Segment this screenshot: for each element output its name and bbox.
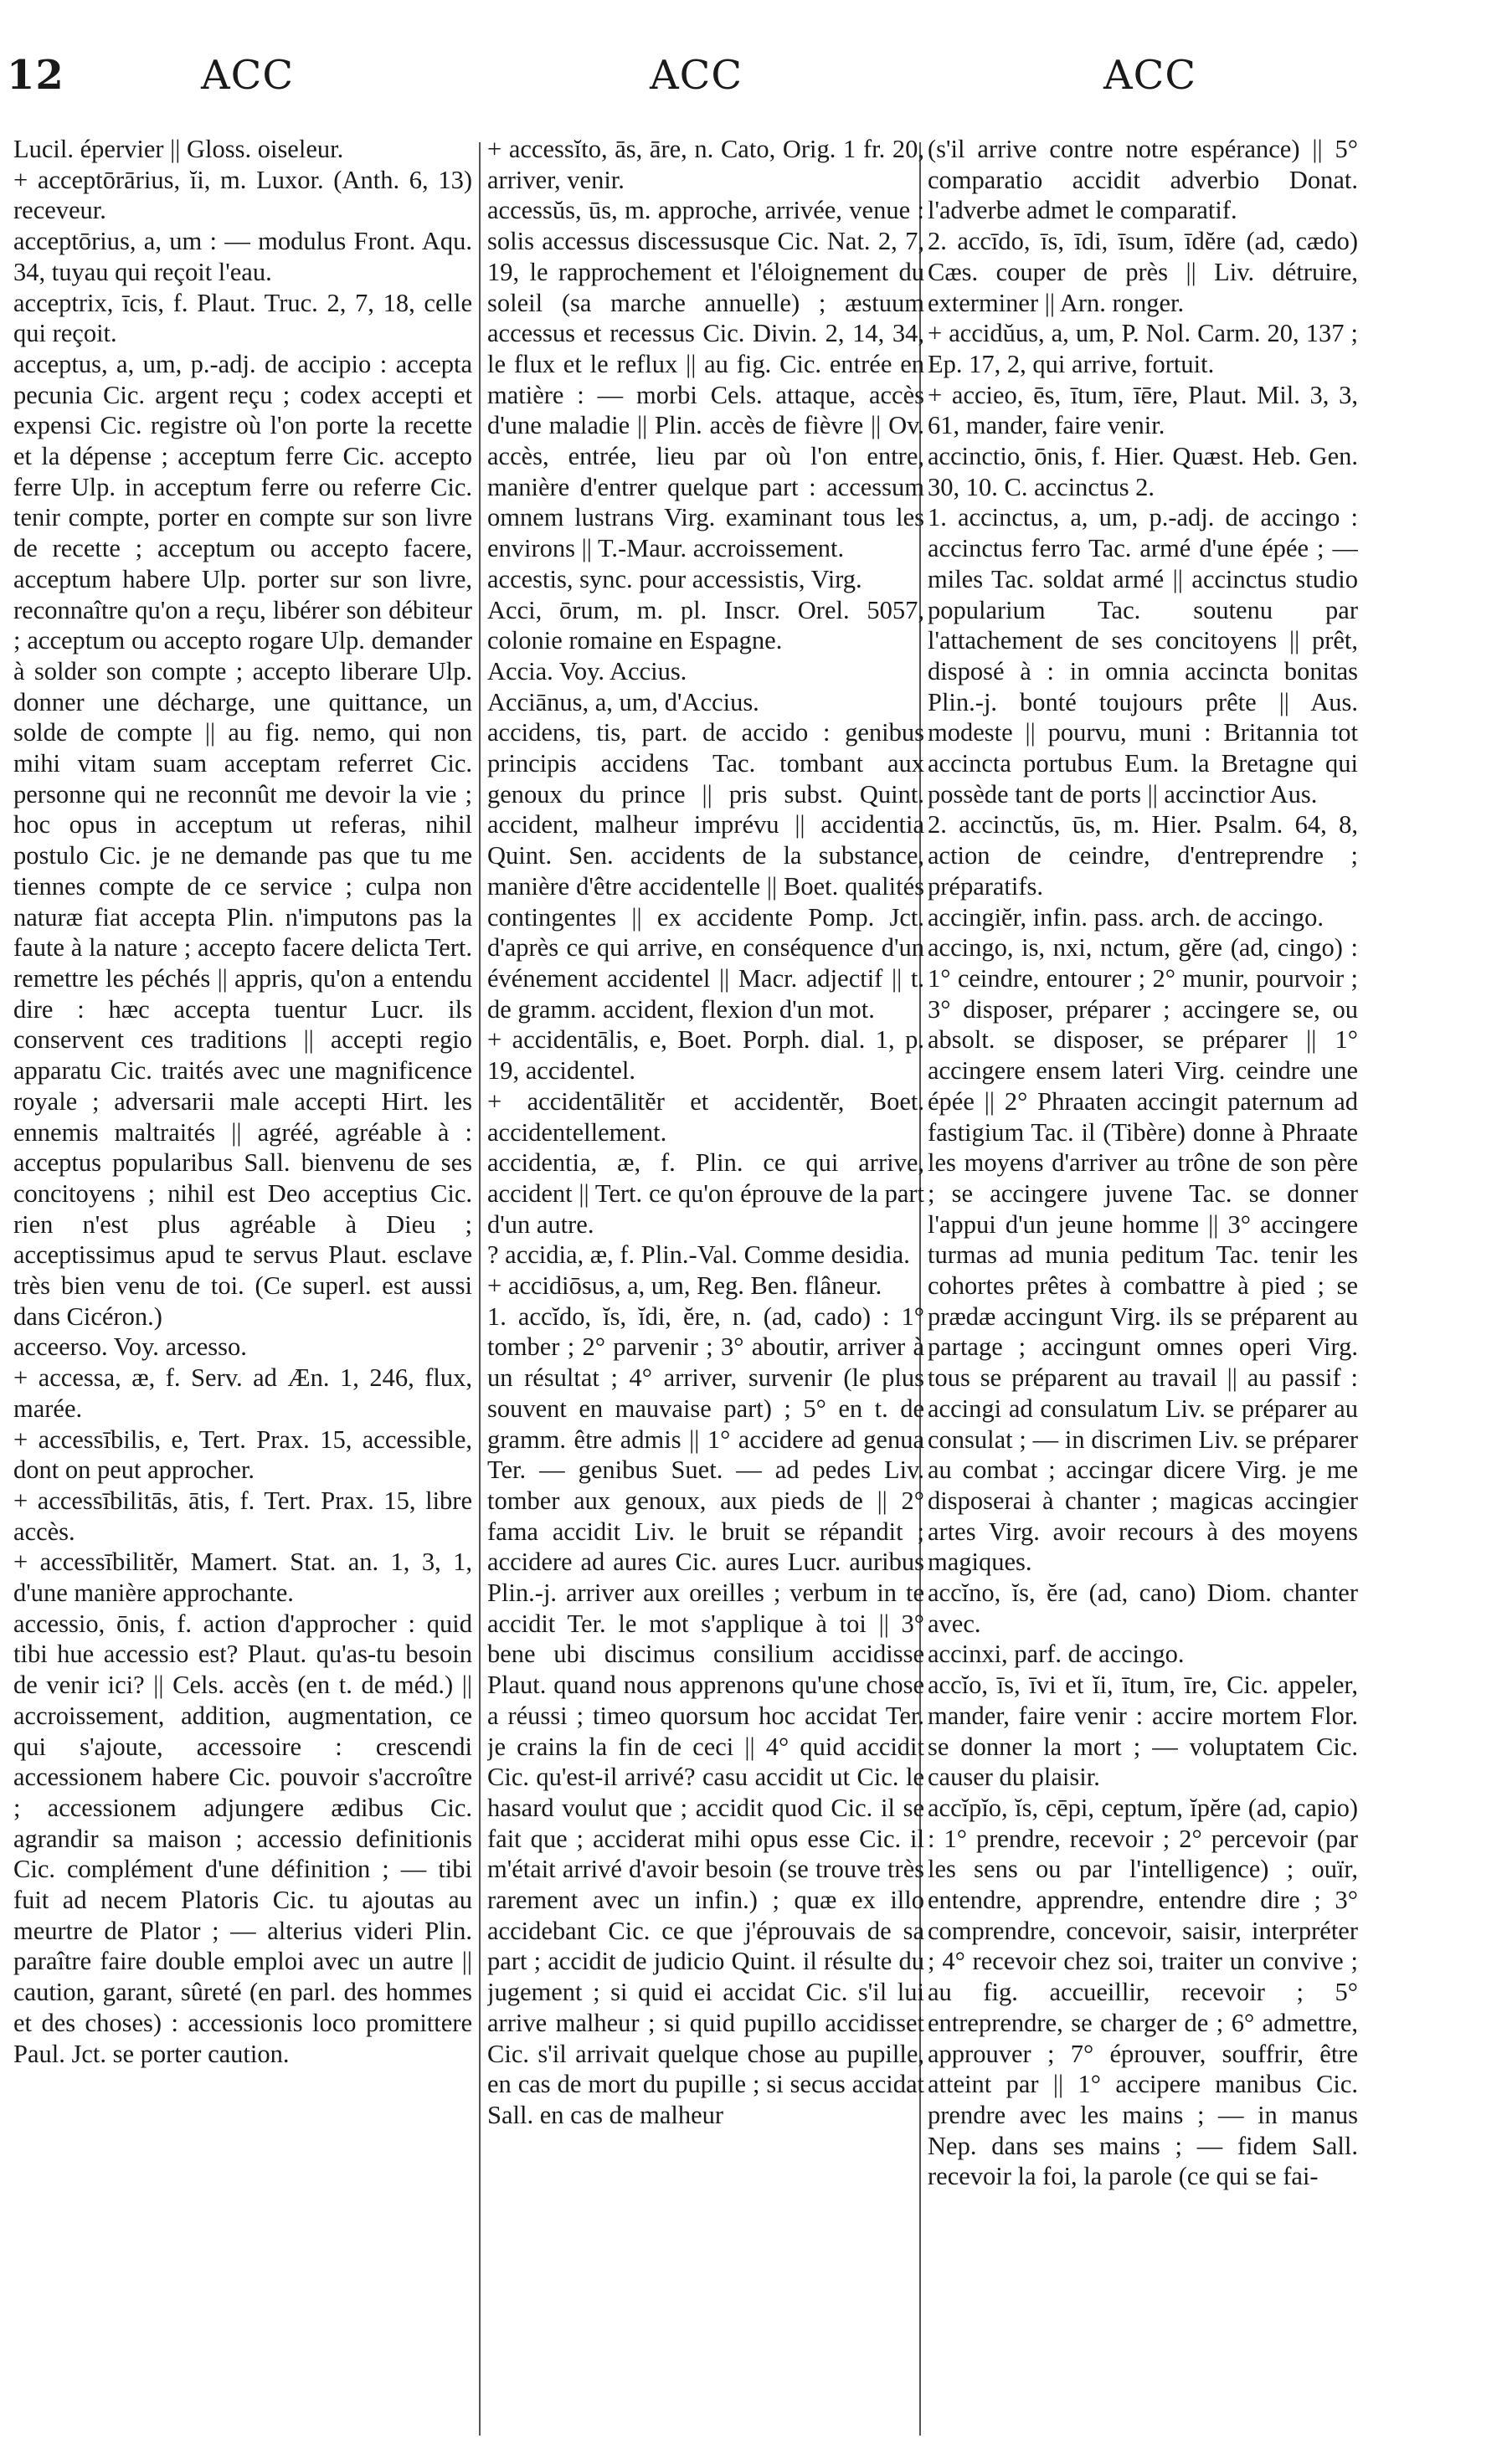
running-head-left: ACC bbox=[201, 52, 295, 99]
dictionary-entry: accidentia, æ, f. Plin. ce qui arrive, accident || Tert. ce qu'on éprouve de la part d'un autre. bbox=[487, 1148, 924, 1239]
dictionary-entry: accĭpĭo, ĭs, cēpi, ceptum, ĭpĕre (ad, capio) : 1° prendre, recevoir ; 2° percevoir (par les sens ou par l'intelligence) ; ouïr, entendre, apprendre, entendre dire ; 3° comprendre, concevoir, saisir, interpréter ; 4° recevoir chez soi, traiter un convive ; au fig. accueillir, recevoir ; 5° entreprendre, se charger de ; 6° admettre, approuver ; 7° éprouver, souffrir, être atteint par || 1° accipere manibus Cic. prendre avec les mains ; — in manus Nep. dans ses mains ; — fidem Sall. recevoir la foi, la parole (ce qui se fai- bbox=[928, 1793, 1358, 2191]
dictionary-entry: Acci, ōrum, m. pl. Inscr. Orel. 5057, colonie romaine en Espagne. bbox=[487, 595, 924, 655]
page-number: 12 bbox=[7, 52, 64, 99]
dictionary-entry: accĭo, īs, īvi et ĭi, ītum, īre, Cic. appeler, mander, faire venir : accire mortem Flor. se donner la mort ; — voluptatem Cic. causer du plaisir. bbox=[928, 1671, 1358, 1792]
dictionary-entry: + accessĭto, ās, āre, n. Cato, Orig. 1 fr. 20, arriver, venir. bbox=[487, 135, 924, 194]
dictionary-entry: acceptrix, īcis, f. Plaut. Truc. 2, 7, 18, celle qui reçoit. bbox=[13, 288, 472, 348]
dictionary-entry: + acceptōrārius, ĭi, m. Luxor. (Anth. 6, 13) receveur. bbox=[13, 165, 472, 225]
dictionary-entry: + accidŭus, a, um, P. Nol. Carm. 20, 137 ; Ep. 17, 2, qui arrive, fortuit. bbox=[928, 319, 1358, 378]
dictionary-entry: accinxi, parf. de accingo. bbox=[928, 1640, 1185, 1669]
dictionary-entry: accessŭs, ūs, m. approche, arrivée, venue : solis accessus discessusque Cic. Nat. 2, 7, 19, le rapprochement et l'éloignement du soleil (sa marche annuelle) ; æstuum accessus et recessus Cic. Divin. 2, 14, 34, le flux et le reflux || au fig. Cic. entrée en matière : — morbi Cels. attaque, accès d'une maladie || Plin. accès de fièvre || Ov. accès, entrée, lieu par où l'on entre, manière d'entrer quelque part : accessum omnem lustrans Virg. examinant tous les environs || T.-Maur. accroissement. bbox=[487, 196, 924, 563]
dictionary-entry: + accessībilitās, ātis, f. Tert. Prax. 15, libre accès. bbox=[13, 1486, 472, 1546]
dictionary-entry: + accidiōsus, a, um, Reg. Ben. flâneur. bbox=[487, 1271, 882, 1301]
dictionary-entry: accidens, tis, part. de accido : genibus principis accidens Tac. tombant aux genoux du prince || pris subst. Quint. accident, malheur imprévu || accidentia Quint. Sen. accidents de la substance, manière d'être accidentelle || Boet. qualités contingentes || ex accidente Pomp. Jct. d'après ce qui arrive, en conséquence d'un événement accidentel || Macr. adjectif || t. de gramm. accident, flexion d'un mot. bbox=[487, 718, 924, 1024]
dictionary-entry: 2. accīdo, īs, īdi, īsum, īdĕre (ad, cædo) Cæs. couper de près || Liv. détruire, exterminer || Arn. ronger. bbox=[928, 227, 1358, 317]
dictionary-column-middle bbox=[487, 134, 924, 2452]
dictionary-entry: accessio, ōnis, f. action d'approcher : quid tibi hue accessio est? Plaut. qu'as-tu besoin de venir ici? || Cels. accès (en t. de méd.) || accroissement, addition, augmentation, ce qui s'ajoute, accessoire : crescendi accessionem habere Cic. pouvoir s'accroître ; accessionem adjungere ædibus Cic. agrandir sa maison ; accessio definitionis Cic. complément d'une définition ; — tibi fuit ad necem Platoris Cic. tu ajoutas au meurtre de Plator ; — alterius videri Plin. paraître faire double emploi avec un autre || caution, garant, sûreté (en parl. des hommes et des choses) : accessionis loco promittere Paul. Jct. se porter caution. bbox=[13, 1609, 472, 2068]
dictionary-entry: acceptus, a, um, p.-adj. de accipio : accepta pecunia Cic. argent reçu ; codex accepti et expensi Cic. registre où l'on porte la recette et la dépense ; acceptum ferre Cic. accepto ferre Ulp. in acceptum ferre ou referre Cic. tenir compte, porter en compte sur son livre de recette ; acceptum ou accepto facere, acceptum habere Ulp. porter sur son livre, reconnaître qu'on a reçu, libérer son débiteur ; acceptum ou accepto rogare Ulp. demander à solder son compte ; accepto liberare Ulp. donner une décharge, une quittance, un solde de compte || au fig. nemo, qui non mihi vitam suam acceptam referret Cic. personne qui ne reconnût me devoir la vie ; hoc opus in acceptum ut referas, nihil postulo Cic. je ne demande pas que tu me tiennes compte de ce service ; culpa non naturæ fiat accepta Plin. n'imputons pas la faute à la nature ; accepto facere delicta Tert. remettre les péchés || appris, qu'on a entendu dire : hæc accepta tuentur Lucr. ils conservent ces traditions || accepti regio apparatu Cic. traités avec une magnificence royale ; adversarii male accepti Hirt. les ennemis maltraités || agréé, agréable à : acceptus popularibus Sall. bienvenu de ses concitoyens ; nihil est Deo acceptius Cic. rien n'est plus agréable à Dieu ; acceptissimus apud te servus Plaut. esclave très bien venu de toi. (Ce superl. est aussi dans Cicéron.) bbox=[13, 349, 472, 1331]
running-head-center: ACC bbox=[650, 52, 743, 99]
dictionary-entry: accestis, sync. pour accessistis, Virg. bbox=[487, 564, 862, 593]
dictionary-entry: Acciānus, a, um, d'Accius. bbox=[487, 687, 759, 716]
dictionary-entry: Lucil. épervier || Gloss. oiseleur. bbox=[13, 135, 344, 163]
dictionary-entry: acceptōrius, a, um : — modulus Front. Aqu. 34, tuyau qui reçoit l'eau. bbox=[13, 227, 472, 286]
dictionary-entry: + accessībilitĕr, Mamert. Stat. an. 1, 3, 1, d'une manière approchante. bbox=[13, 1548, 472, 1608]
dictionary-entry: + accessībilis, e, Tert. Prax. 15, accessible, dont on peut approcher. bbox=[13, 1424, 472, 1485]
dictionary-entry: 2. accinctŭs, ūs, m. Hier. Psalm. 64, 8, action de ceindre, d'entreprendre ; préparatifs. bbox=[928, 810, 1358, 901]
dictionary-column-left bbox=[13, 134, 472, 2452]
dictionary-entry: + accessa, æ, f. Serv. ad Æn. 1, 246, flux, marée. bbox=[13, 1363, 472, 1423]
dictionary-entry: acceerso. Voy. arcesso. bbox=[13, 1332, 247, 1362]
dictionary-entry: 1. accĭdo, ĭs, ĭdi, ĕre, n. (ad, cado) : 1° tomber ; 2° parvenir ; 3° aboutir, arriver à un résultat ; 4° arriver, survenir (le plus souvent en mauvaise part) ; 5° en t. de gramm. être admis || 1° accidere ad genua Ter. — genibus Suet. — ad pedes Liv. tomber aux genoux, aux pieds de || 2° fama accidit Liv. le bruit se répandit ; accidere ad aures Cic. aures Lucr. auribus Plin.-j. arriver aux oreilles ; verbum in te accidit Ter. le mot s'applique à toi || 3° bene ubi discimus consilium accidisse Plaut. quand nous apprenons qu'une chose a réussi ; timeo quorsum hoc accidat Ter. je crains la fin de ceci || 4° quid accidit Cic. qu'est-il arrivé? casu accidit ut Cic. le hasard voulut que ; accidit quod Cic. il se fait que ; acciderat mihi opus esse Cic. il m'était arrivé d'avoir besoin (se trouve très rarement avec un infin.) ; quæ ex illo accidebant Cic. ce que j'éprouvais de sa part ; accidit de judicio Quint. il résulte du jugement ; si quid ei accidat Cic. s'il lui arrive malheur ; si quid pupillo accidisset Cic. s'il arrivait quelque chose au pupille, en cas de mort du pupille ; si secus accidat Sall. en cas de malheur bbox=[487, 1301, 924, 2129]
dictionary-entry: Accia. Voy. Accius. bbox=[487, 656, 687, 685]
dictionary-entry: 1. accinctus, a, um, p.-adj. de accingo : accinctus ferro Tac. armé d'une épée ; — miles Tac. soldat armé || accinctus studio popularium Tac. soutenu par l'attachement de ses concitoyens || prêt, disposé à : in omnia accincta bonitas Plin.-j. bonté toujours prête || Aus. modeste || pourvu, muni : Britannia tot accincta portubus Eum. la Bretagne qui possède tant de ports || accinctior Aus. bbox=[928, 503, 1358, 808]
page-header bbox=[0, 0, 1507, 117]
dictionary-entry: (s'il arrive contre notre espérance) || 5° comparatio accidit adverbio Donat. l'adverbe admet le comparatif. bbox=[928, 135, 1358, 225]
dictionary-entry: accĭno, ĭs, ĕre (ad, cano) Diom. chanter avec. bbox=[928, 1578, 1358, 1638]
dictionary-entry: + accidentālis, e, Boet. Porph. dial. 1, p. 19, accidentel. bbox=[487, 1025, 924, 1086]
dictionary-entry: accinctio, ōnis, f. Hier. Quæst. Heb. Gen. 30, 10. C. accinctus 2. bbox=[928, 442, 1358, 501]
dictionary-entry: accingiĕr, infin. pass. arch. de accingo. bbox=[928, 902, 1324, 932]
dictionary-entry: accingo, is, nxi, nctum, gĕre (ad, cingo) : 1° ceindre, entourer ; 2° munir, pourvoir ; 3° disposer, préparer ; accingere se, ou absolt. se disposer, se préparer || 1° accingere ensem lateri Virg. ceindre une épée || 2° Phraaten accingit paternum ad fastigium Tac. il (Tibère) donne à Phraate les moyens d'arriver au trône de son père ; se accingere juvene Tac. se donner l'appui d'un jeune homme || 3° accingere turmas ad munia peditum Tac. tenir les cohortes prêtes à combattre à pied ; se prædæ accingunt Virg. ils se préparent au partage ; accingunt omnes operi Virg. tous se préparent au travail || au passif : accingi ad consulatum Liv. se préparer au consulat ; — in discrimen Liv. se préparer au combat ; accingar dicere Virg. je me disposerai à chanter ; magicas accingier artes Virg. avoir recours à des moyens magiques. bbox=[928, 933, 1358, 1577]
dictionary-entry: ? accidia, æ, f. Plin.-Val. Comme desidia. bbox=[487, 1240, 910, 1270]
running-head-right: ACC bbox=[1103, 52, 1197, 99]
dictionary-column-right bbox=[928, 134, 1358, 2452]
dictionary-entry: + accieo, ēs, ītum, īēre, Plaut. Mil. 3, 3, 61, mander, faire venir. bbox=[928, 380, 1358, 440]
dictionary-entry: + accidentālitĕr et accidentĕr, Boet. accidentellement. bbox=[487, 1086, 924, 1147]
column-divider bbox=[479, 142, 481, 2436]
